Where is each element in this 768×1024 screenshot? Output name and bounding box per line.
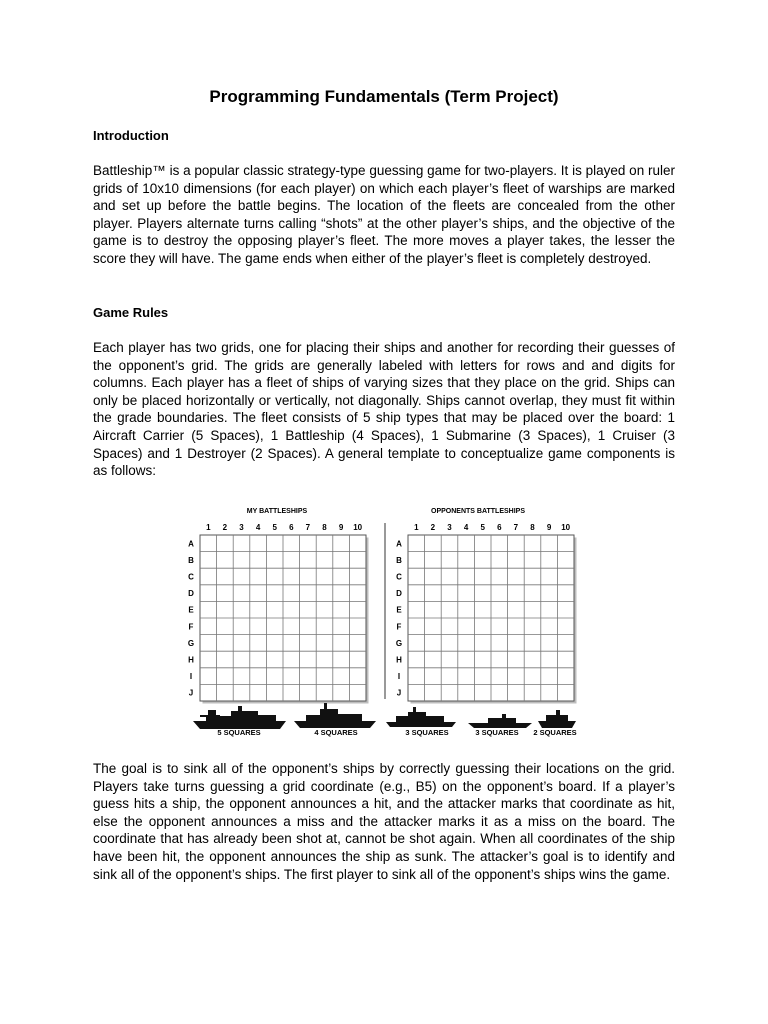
opponent-grid-column-label: 8 [530,523,535,532]
opponent-grid-column-label: 3 [447,523,452,532]
introduction-paragraph: Battleship™ is a popular classic strategy-type guessing game for two-players. It is played on ruler grids of 10x10 dimensions (for each player) on which each player’s fleet of warships are marked and set up before the battle begins. The location of the fleets are concealed from the other player. Players alternate turns calling “shots” at the other player’s ships, and the objective of the game is to destroy the opposing player’s fleet. The more moves a player takes, the lesser the score they will have. The game ends when either of the player’s fleet is completely destroyed. [93,163,675,266]
my-grid-row-label: I [189,672,193,682]
my-grid-column-label: 10 [353,523,363,532]
my-grid-column-label: 8 [322,523,327,532]
opponents-battleships-title: OPPONENTS BATTLESHIPS [431,508,525,515]
submarine-ship-icon [386,707,456,727]
opponent-grid-row-label: G [395,638,403,648]
opponent-grid-row-label: A [396,539,402,549]
my-grid-row-label: G [187,638,195,648]
document-title: Programming Fundamentals (Term Project) [209,87,559,106]
my-grid-column-label: 9 [338,523,344,532]
my-grid-row-label: A [188,539,194,549]
battleship-grids-svg [186,503,582,738]
my-grid-column-label: 2 [222,523,228,532]
my-grid-row-label: C [188,572,194,582]
my-grid-column-label: 5 [272,523,277,532]
goal-paragraph: The goal is to sink all of the opponent’s ships by correctly guessing their locations on the grid. Players take turns guessing a grid coordinate (e.g., B5) on the opponent’s board. If a player’s guess hits a ship, the opponent announces a hit, and the attacker marks that coordinate as hit, else the opponent announces a miss and the attacker marks it as a miss on the board. The coordinate that has already been shot at, cannot be shot again. When all coordinates of the ship have been hit, the opponent announces the ship as sunk. The attacker’s goal is to identify and sink all of the opponent’s ships. The first player to sink all of the opponent’s ships wins the game. [93,761,675,882]
opponent-grid-column-label: 5 [480,523,485,532]
my-grid-column-label: 7 [305,523,311,532]
destroyer-ship-icon [538,710,576,728]
my-grid-row-label: J [188,688,194,698]
introduction-heading: Introduction [93,128,169,143]
opponent-grid-column-label: 7 [513,523,519,532]
opponent-grid-row-label: E [396,605,402,615]
opponent-grid-row-label: F [396,622,402,632]
my-grid-column-label: 6 [289,523,294,532]
battleship-ship-icon [294,703,376,728]
my-battleships-title: MY BATTLESHIPS [246,508,308,515]
my-grid-column-label: 3 [239,523,244,532]
battleship-ship-caption: 4 SQUARES [314,728,358,737]
opponent-grid-row-label: J [396,688,402,698]
opponent-grid-row-label: H [396,655,402,665]
opponent-grid-column-label: 2 [430,523,436,532]
opponent-grid-row-label: D [396,589,402,599]
my-grid-row-label: B [188,555,194,565]
cruiser-ship-icon [468,714,532,728]
game-rules-paragraph: Each player has two grids, one for placing their ships and another for recording their guesses of the opponent’s grid. The grids are generally labeled with letters for rows and and digits for columns. Each player has a fleet of ships of varying sizes that they place on the grid. Ships can only be placed horizontally or vertically, not diagonally. Ships cannot overlap, they must fit within the grade boundaries. The fleet consists of 5 ship types that may be placed over the board: 1 Aircraft Carrier (5 Spaces), 1 Battleship (4 Spaces), 1 Submarine (3 Spaces), 1 Cruiser (3 Spaces) and 1 Destroyer (2 Spaces). A general template to conceptualize game components is as follows: [93,340,675,479]
opponent-grid-row-label: C [396,572,402,582]
my-grid-row-label: F [188,622,194,632]
submarine-ship-caption: 3 SQUARES [405,728,449,737]
my-grid-row-label: H [188,655,194,665]
my-grid-column-label: 4 [255,523,261,532]
my-grid-column-label: 1 [206,523,211,532]
aircraft-carrier-ship-caption: 5 SQUARES [217,728,261,737]
cruiser-ship-caption: 3 SQUARES [475,728,519,737]
aircraft-carrier-ship-icon [193,706,286,729]
opponent-grid-column-label: 9 [546,523,552,532]
opponent-grid-column-label: 4 [463,523,469,532]
opponent-grid-row-label: I [397,672,401,682]
opponent-grid-column-label: 10 [561,523,571,532]
game-rules-heading: Game Rules [93,305,169,320]
opponent-grid-column-label: 6 [497,523,502,532]
opponent-grid-row-label: B [396,555,402,565]
my-grid-row-label: E [188,605,194,615]
destroyer-ship-caption: 2 SQUARES [533,728,577,737]
battleship-grids-figure [186,503,582,738]
my-grid-row-label: D [188,589,194,599]
opponent-grid-column-label: 1 [414,523,419,532]
